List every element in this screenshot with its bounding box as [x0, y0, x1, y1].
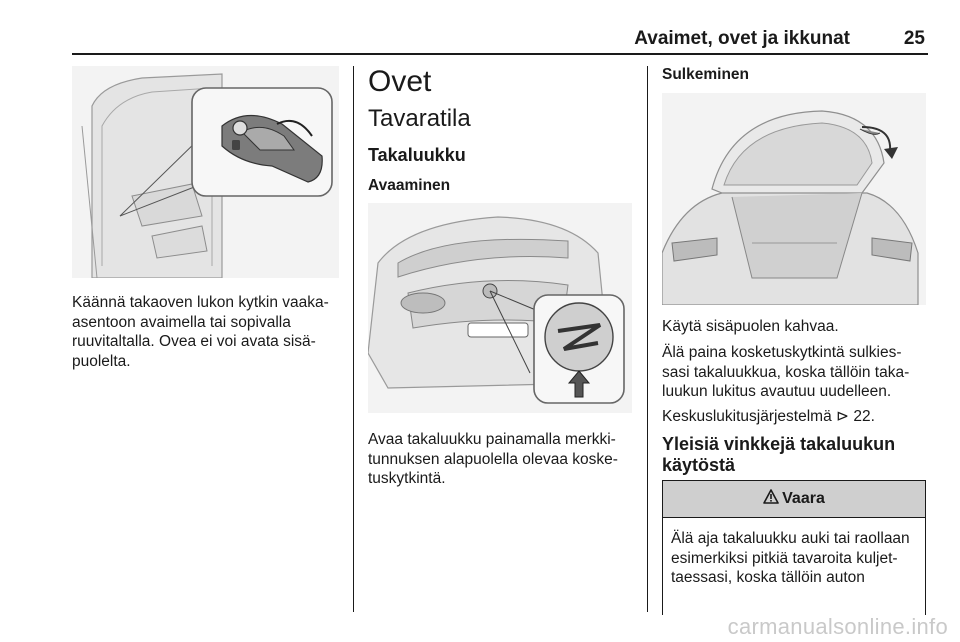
section-heading-doors: Ovet	[368, 65, 432, 98]
heading-line: käytöstä	[662, 455, 736, 475]
rear-door-lock-illustration	[72, 66, 339, 278]
reference-page-link[interactable]: 22.	[853, 408, 875, 425]
text-line: luukun lukitus avautuu uudelleen.	[662, 383, 892, 400]
section-heading-tailgate-tips	[662, 434, 917, 476]
rear-door-lock-drawing	[72, 66, 339, 278]
text-line: tunnuksen alapuolella olevaa koske-	[368, 450, 618, 468]
closing-instruction-handle: Käytä sisäpuolen kahvaa.	[662, 318, 839, 335]
text-line: Avaa takaluukku painamalla merkki-	[368, 431, 616, 448]
tailgate-opening-instructions	[368, 430, 643, 489]
chapter-title: Avaimet, ovet ja ikkunat	[634, 28, 850, 49]
heading-line: Yleisiä vinkkejä takaluukun	[662, 434, 896, 454]
text-line: asentoon avaimella tai sopivalla	[72, 313, 291, 331]
warning-box	[662, 480, 926, 615]
text-line: Käännä takaoven lukon kytkin vaaka-	[72, 294, 329, 311]
tailgate-closing-drawing	[662, 93, 926, 305]
warning-triangle-icon	[763, 489, 779, 509]
warning-title: Vaara	[782, 490, 825, 507]
text-line: esimerkiksi pitkiä tavaroita kuljet-	[671, 549, 898, 567]
watermark: carmanualsonline.info	[727, 614, 948, 639]
warning-text	[663, 518, 925, 588]
tailgate-opening-illustration	[368, 203, 632, 413]
page-header	[72, 22, 928, 52]
reference-text: Keskuslukitusjärjestelmä	[662, 408, 837, 425]
text-line: Älä paina kosketuskytkintä sulkies-	[662, 344, 902, 361]
tailgate-opening-drawing	[368, 203, 632, 413]
central-locking-reference	[662, 407, 932, 427]
text-line: taessasi, koska tällöin auton	[671, 569, 865, 586]
column-divider-right	[647, 66, 648, 612]
text-line: ruuvitaltalla. Ovea ei voi avata sisä-	[72, 333, 316, 350]
tailgate-closing-illustration	[662, 93, 926, 305]
subheading-opening: Avaaminen	[368, 177, 451, 194]
subheading-closing: Sulkeminen	[662, 66, 749, 83]
section-heading-tailgate: Takaluukku	[368, 145, 466, 165]
closing-instruction-warning-touch	[662, 343, 932, 402]
section-heading-luggage: Tavaratila	[368, 105, 471, 132]
text-line: Älä aja takaluukku auki tai raollaan	[671, 530, 910, 547]
page-reference-arrow-icon: ⊳	[836, 407, 850, 425]
header-divider	[72, 53, 928, 55]
text-line: sasi takaluukkua, koska tällöin taka-	[662, 363, 910, 381]
warning-header	[663, 481, 925, 518]
text-line: tuskytkintä.	[368, 470, 446, 487]
page-number: 25	[903, 28, 925, 49]
column-divider-left	[353, 66, 354, 612]
text-line: puolelta.	[72, 352, 131, 370]
rear-door-lock-instructions	[72, 293, 347, 371]
